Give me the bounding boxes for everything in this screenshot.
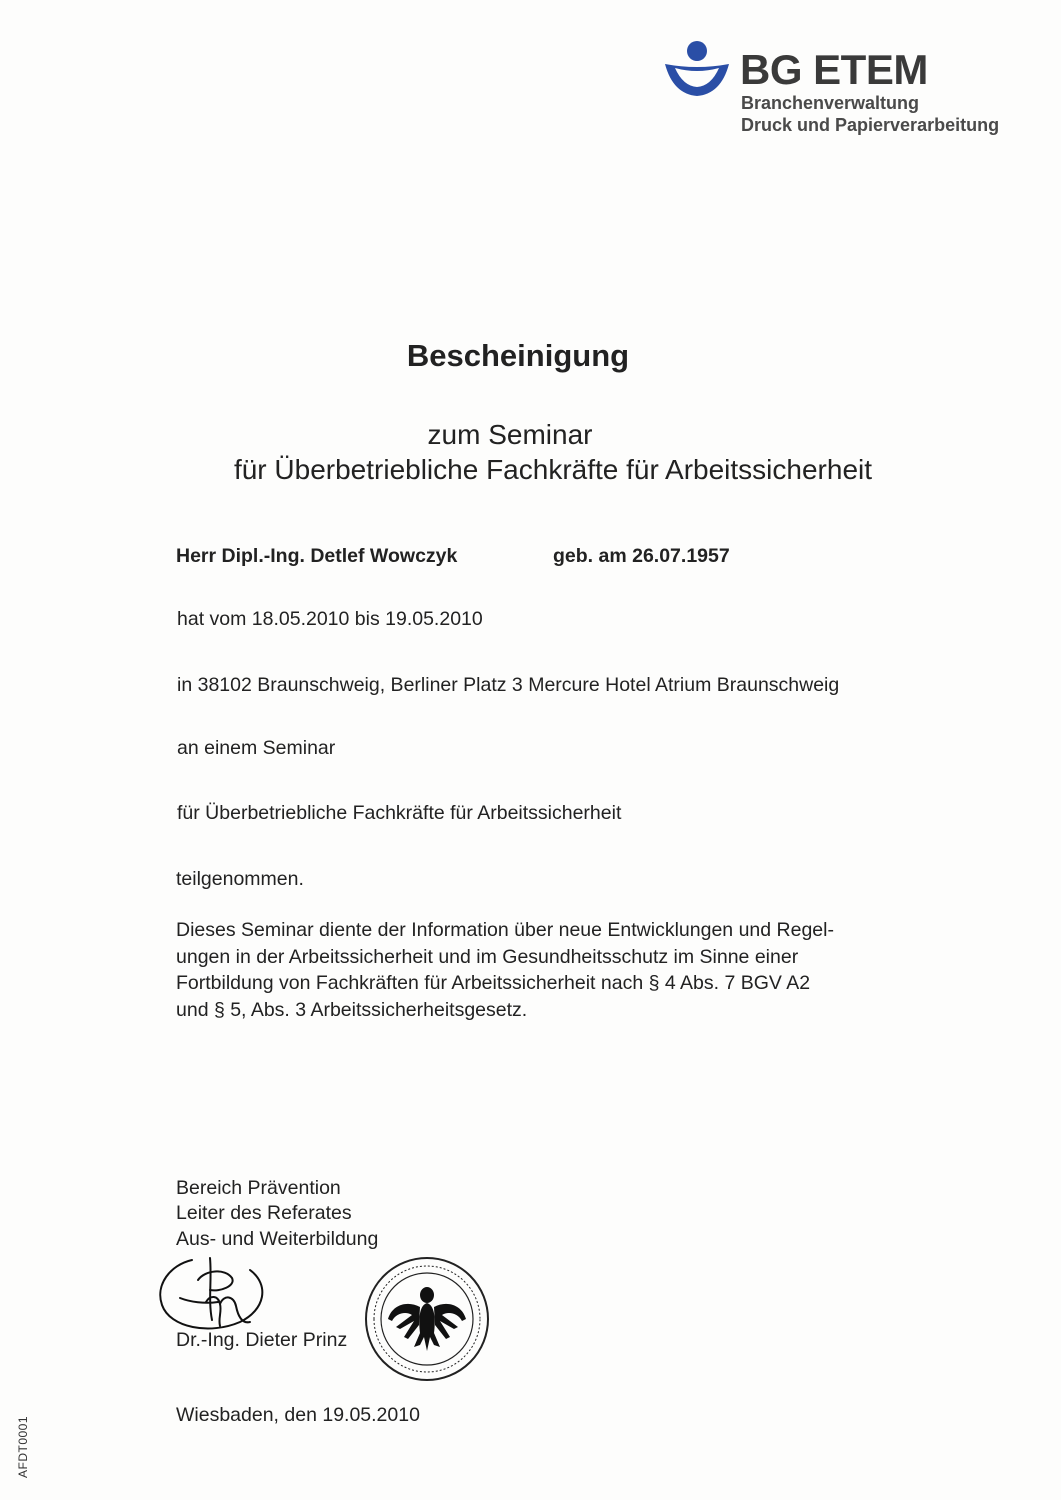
official-seal-icon bbox=[362, 1255, 492, 1383]
signer-role: Leiter des Referates bbox=[176, 1202, 352, 1224]
participant-name: Herr Dipl.-Ing. Detlef Wowczyk bbox=[176, 545, 458, 567]
document-code: AFDT0001 bbox=[16, 1415, 30, 1478]
logo-subtitle-1: Branchenverwaltung bbox=[741, 93, 920, 113]
birth-date: geb. am 26.07.1957 bbox=[553, 545, 730, 567]
place-and-date: Wiesbaden, den 19.05.2010 bbox=[176, 1404, 420, 1426]
document-subtitle-2: für Überbetriebliche Fachkräfte für Arbeitssicherheit bbox=[233, 454, 873, 485]
seminar-location: in 38102 Braunschweig, Berliner Platz 3 Mercure Hotel Atrium Braunschweig bbox=[177, 674, 840, 696]
bg-etem-logo-icon bbox=[663, 40, 731, 98]
handwritten-signature-icon bbox=[150, 1240, 290, 1340]
paragraph-line: Dieses Seminar diente der Information über neue Entwicklungen und Regel- bbox=[176, 919, 834, 941]
signer-name: Dr.-Ing. Dieter Prinz bbox=[176, 1329, 348, 1351]
description-paragraph bbox=[176, 917, 956, 1023]
seminar-intro: an einem Seminar bbox=[177, 737, 336, 759]
document-title: Bescheinigung bbox=[406, 338, 630, 373]
paragraph-line: und § 5, Abs. 3 Arbeitssicherheitsgesetz. bbox=[176, 998, 528, 1021]
seminar-dates: hat vom 18.05.2010 bis 19.05.2010 bbox=[177, 608, 483, 630]
participation-statement: teilgenommen. bbox=[176, 868, 304, 890]
logo-title: BG ETEM bbox=[740, 46, 928, 93]
document-subtitle-1: zum Seminar bbox=[427, 419, 593, 450]
signer-department: Bereich Prävention bbox=[176, 1177, 341, 1199]
logo-subtitle-2: Druck und Papierverarbeitung bbox=[741, 115, 1000, 135]
seminar-course: für Überbetriebliche Fachkräfte für Arbeitssicherheit bbox=[177, 802, 622, 824]
paragraph-line: ungen in der Arbeitssicherheit und im Gesundheitsschutz im Sinne einer bbox=[176, 945, 799, 968]
signer-unit: Aus- und Weiterbildung bbox=[176, 1228, 379, 1250]
paragraph-line: Fortbildung von Fachkräften für Arbeitssicherheit nach § 4 Abs. 7 BGV A2 bbox=[176, 972, 811, 994]
